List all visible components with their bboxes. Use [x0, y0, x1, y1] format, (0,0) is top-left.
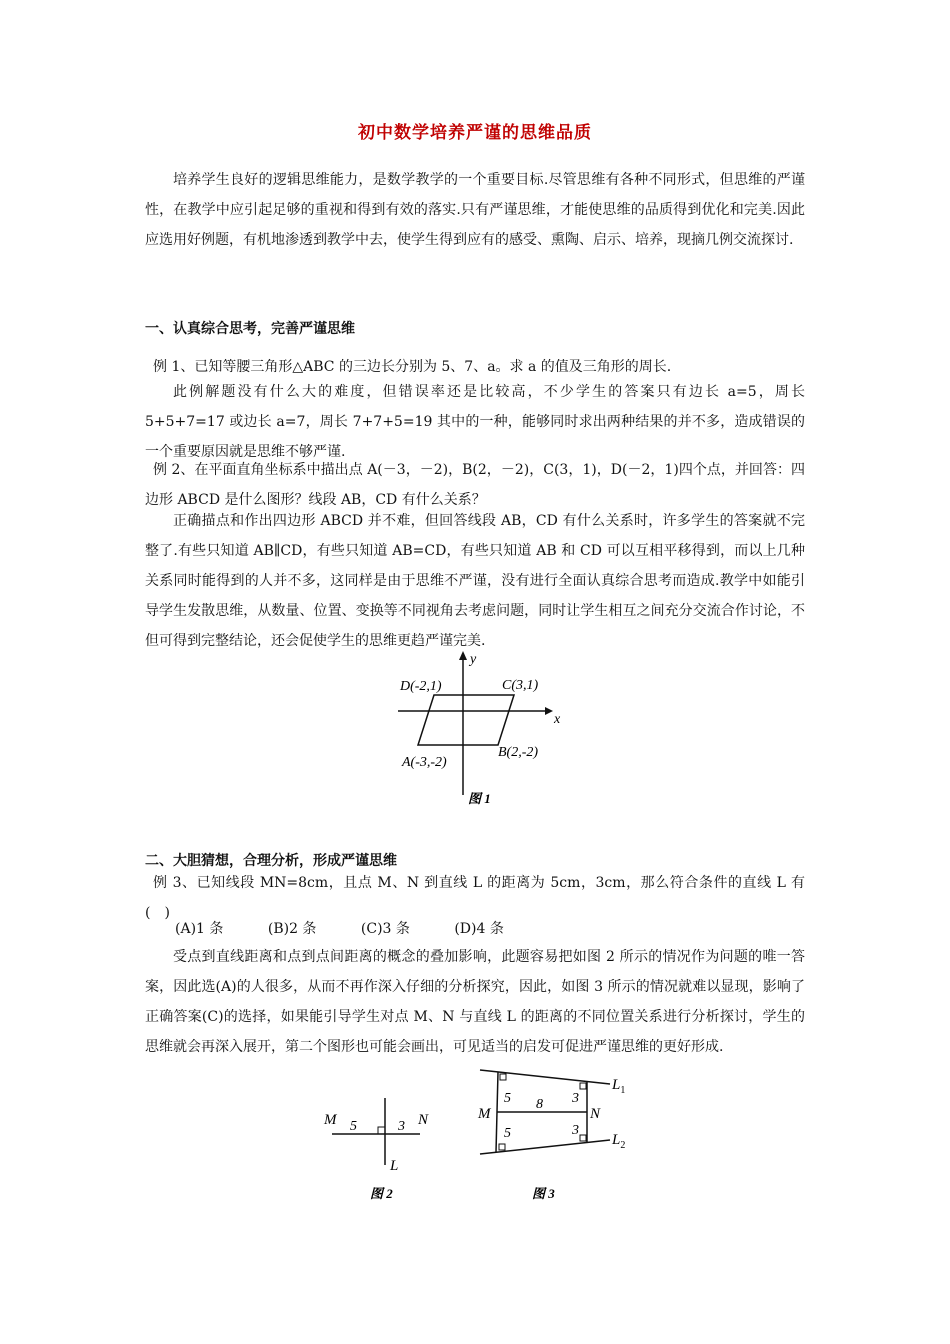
line-l1-subscript: 1	[620, 1085, 626, 1096]
example1-text: 例 1、已知等腰三角形△ABC 的三边长分别为 5、7、a。求 a 的值及三角形的周长.	[153, 359, 672, 375]
example3-choices	[175, 918, 544, 938]
distance-3-label: 3	[398, 1119, 405, 1134]
figure-1-caption: 图 1	[468, 791, 491, 806]
line-l2-letter: L	[612, 1132, 621, 1148]
choice-c: (C)3 条	[360, 921, 410, 937]
x-axis-label: x	[554, 712, 561, 727]
distance-3-top: 3	[572, 1091, 579, 1106]
right-angle-mark-m2	[499, 1144, 505, 1150]
example2-text: 例 2、在平面直角坐标系中描出点 A(－3，－2)，B(2，－2)，C(3，1)，D(－2，1)四个点，并回答：四边形 ABCD 是什么图形？线段 AB，CD 有什么关系？	[145, 462, 805, 508]
point-n-label: N	[590, 1106, 601, 1122]
point-n-label: N	[418, 1112, 429, 1128]
point-d-label: D(-2,1)	[400, 679, 442, 694]
figure-2-caption: 图 2	[370, 1186, 393, 1200]
line-l1-letter: L	[612, 1077, 621, 1093]
distance-5-label: 5	[350, 1119, 357, 1134]
page-title: 初中数学培养严谨的思维品质	[358, 123, 592, 143]
distance-3-bottom: 3	[572, 1123, 579, 1138]
distance-5-top: 5	[504, 1091, 511, 1106]
example3-analysis: 受点到直线距离和点到点间距离的概念的叠加影响，此题容易把如图 2 所示的情况作为问题的唯一答案，因此选(A)的人很多，从而不再作深入仔细的分析探究，因此，如图 3 所示的情况就难以显现，影响了正确答案(C)的选择，如果能引导学生对点 M、N 与直线 L 的距离的不同位置关系进行分析探讨，学生的思维就会再深入展开，第二个图形也可能会画出，可见适当的启发可促进严谨思维的更好形成.	[145, 949, 805, 1055]
point-b-label: B(2,-2)	[498, 745, 539, 760]
choice-b: (B)2 条	[267, 921, 317, 937]
choice-d: (D)4 条	[454, 921, 504, 937]
y-axis-arrow	[459, 651, 467, 660]
right-angle-mark-m1	[500, 1074, 506, 1080]
intro-paragraph: 培养学生良好的逻辑思维能力，是数学教学的一个重要目标.尽管思维有各种不同形式，但思维的严谨性，在教学中应引起足够的重视和得到有效的落实.只有严谨思维，才能使思维的品质得到优化和完美.因此应选用好例题，有机地渗透到教学中去，使学生得到应有的感受、熏陶、启示、培养，现摘几例交流探讨.	[145, 172, 805, 248]
example3-text: 例 3、已知线段 MN=8cm，且点 M、N 到直线 L 的距离为 5cm，3cm，那么符合条件的直线 L 有( )	[145, 875, 805, 921]
point-m-label: M	[478, 1106, 491, 1122]
figure-1	[390, 645, 570, 819]
line-l2-subscript: 2	[620, 1140, 626, 1151]
section1-heading: 一、认真综合思考，完善严谨思维	[145, 321, 355, 337]
distance-8: 8	[536, 1097, 543, 1112]
figure-3-svg	[470, 1062, 650, 1202]
example2-analysis: 正确描点和作出四边形 ABCD 并不难，但回答线段 AB，CD 有什么关系时，许多学生的答案就不完整了.有些只知道 AB∥CD，有些只知道 AB=CD，有些只知道 AB 和 CD 可以互相平移得到，而以上几种关系同时能得到的人并不多，这同样是由于思维不严谨，没有进行全面认真综合思考而造成.教学中如能引导学生发散思维，从数量、位置、变换等不同视角去考虑问题，同时让学生相互之间充分交流合作讨论，不但可得到完整结论，还会促使学生的思维更趋严谨完美.	[145, 513, 805, 649]
figure-1-svg	[390, 645, 570, 815]
point-c-label: C(3,1)	[502, 678, 539, 693]
figure-2-svg	[320, 1090, 440, 1200]
example1-analysis: 此例解题没有什么大的难度，但错误率还是比较高，不少学生的答案只有边长 a=5，周长 5+5+7=17 或边长 a=7，周长 7+7+5=19 其中的一种，能够同时求出两种结果的并不多，造成错误的一个重要原因就是思维不够严谨.	[145, 384, 805, 460]
parallelogram-abcd	[418, 695, 514, 745]
line-l-label: L	[390, 1158, 399, 1174]
section2-heading: 二、大胆猜想，合理分析，形成严谨思维	[145, 853, 397, 869]
right-angle-mark	[378, 1127, 385, 1134]
point-m-label: M	[324, 1112, 337, 1128]
figure-3-caption: 图 3	[532, 1186, 555, 1201]
line-l2-label	[611, 1132, 625, 1151]
point-a-label: A(-3,-2)	[402, 755, 447, 770]
x-axis-arrow	[545, 707, 553, 715]
choice-a: (A)1 条	[175, 921, 224, 937]
figure-2	[320, 1090, 440, 1204]
y-axis-label: y	[470, 652, 477, 667]
right-angle-mark-n1	[580, 1083, 586, 1089]
line-l1-label	[611, 1077, 625, 1096]
figure-3	[470, 1062, 650, 1206]
right-angle-mark-n2	[580, 1135, 586, 1141]
distance-5-bottom: 5	[504, 1126, 511, 1141]
